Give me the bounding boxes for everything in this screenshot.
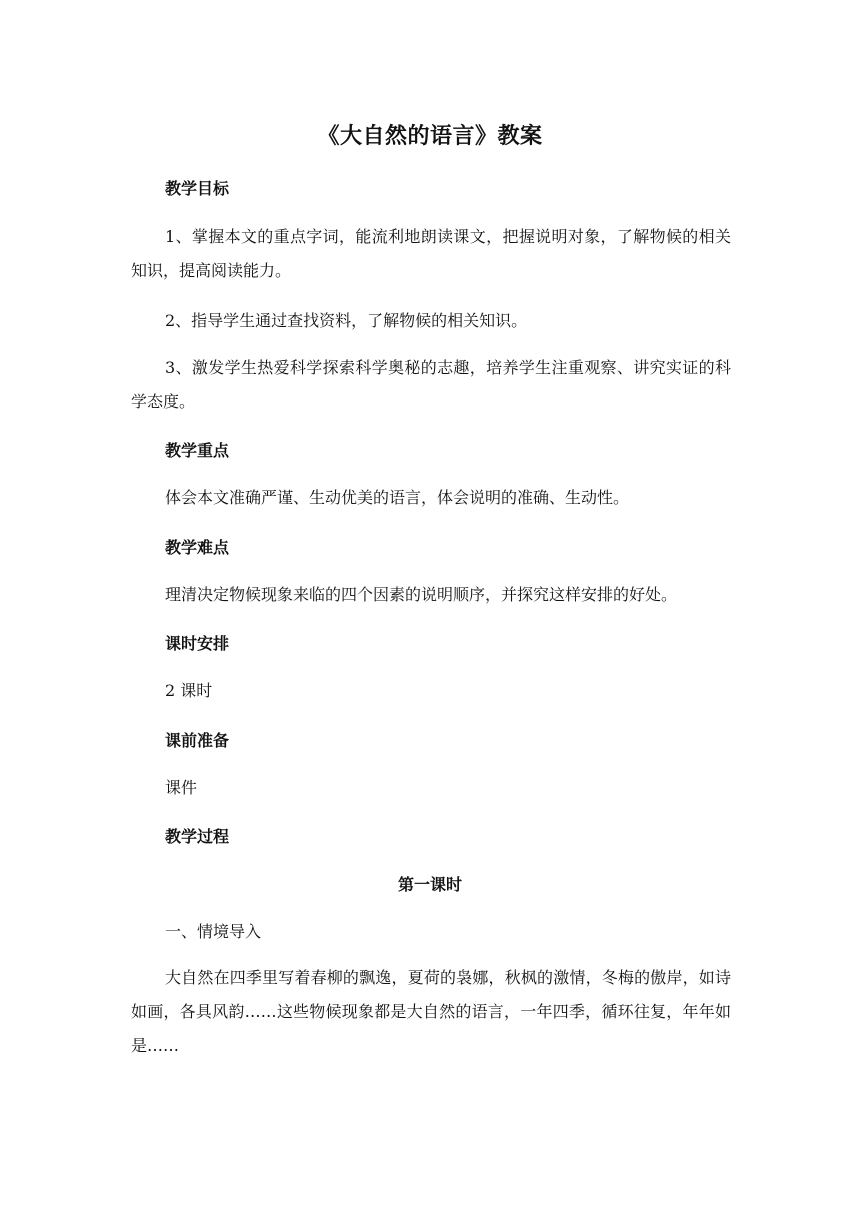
schedule-heading: 课时安排 [165,634,230,653]
difficulties-paragraph: 理清决定物候现象来临的四个因素的说明顺序，并探究这样安排的好处。 [165,585,678,604]
objective-3-paragraph: 3、激发学生热爱科学探索科学奥秘的志趣，培养学生注重观察、讲究实证的科学态度。 [131,358,731,411]
objective-1-paragraph: 1、掌握本文的重点字词，能流利地朗读课文，把握说明对象，了解物候的相关知识，提高阅读能力。 [131,227,731,280]
preparation-paragraph: 课件 [165,778,198,797]
objective-2-paragraph: 2、指导学生通过查找资料，了解物候的相关知识。 [165,311,528,330]
intro-paragraph: 大自然在四季里写着春柳的飘逸，夏荷的袅娜，秋枫的激情，冬梅的傲岸，如诗如画，各具风韵……这些物候现象都是大自然的语言，一年四季，循环往复，年年如是…… [131,968,731,1055]
preparation-heading: 课前准备 [165,731,230,750]
schedule-paragraph: 2 课时 [165,681,213,700]
process-heading: 教学过程 [165,827,230,846]
difficulties-heading: 教学难点 [165,538,230,557]
key-points-heading: 教学重点 [165,441,230,460]
key-points-paragraph: 体会本文准确严谨、生动优美的语言，体会说明的准确、生动性。 [165,488,630,507]
objectives-heading: 教学目标 [165,179,230,198]
document-title: 《大自然的语言》教案 [317,124,543,149]
intro-heading: 一、情境导入 [165,922,262,941]
lesson-one-heading: 第一课时 [397,875,462,894]
